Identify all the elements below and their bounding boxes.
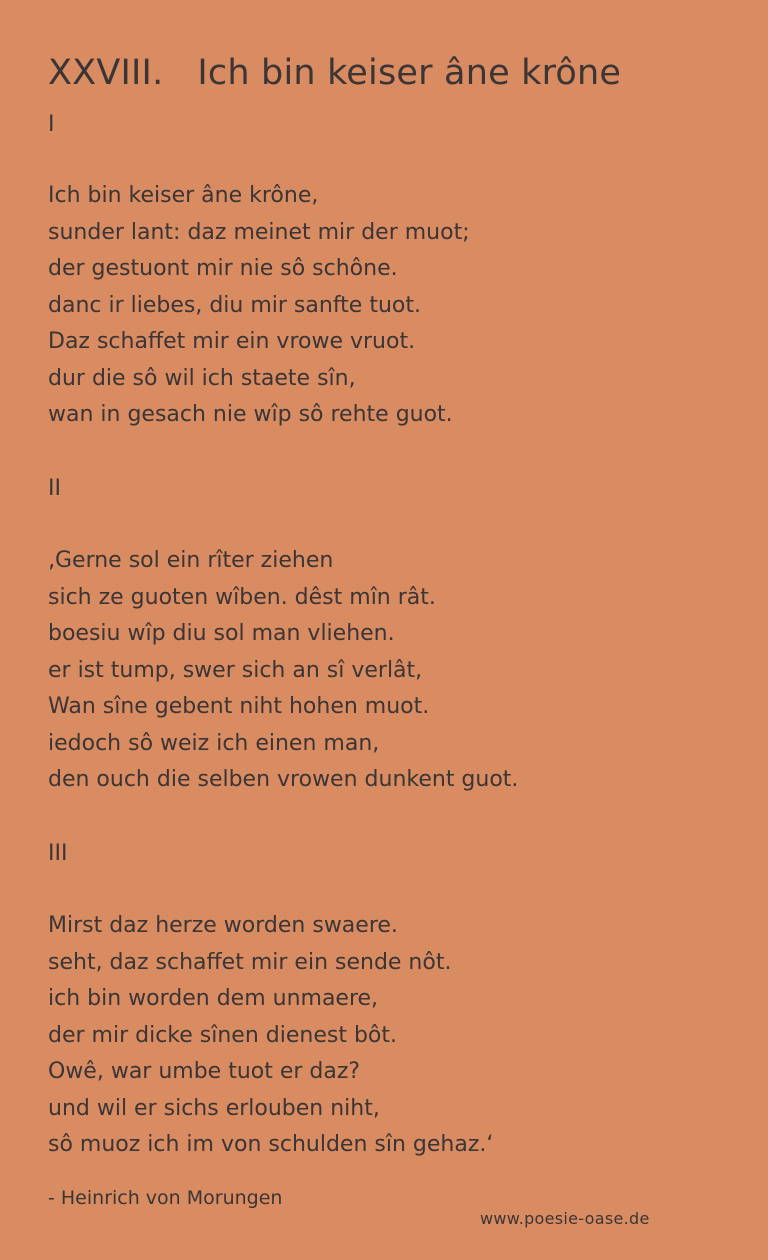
poem-line: Mirst daz herze worden swaere. — [48, 913, 398, 938]
poem-line: danc ir liebes, diu mir sanfte tuot. — [48, 292, 421, 318]
poem-line: boesiu wîp diu sol man vliehen. — [48, 621, 395, 646]
stanza-numeral-1: I — [48, 112, 55, 137]
poem-line: der gestuont mir nie sô schône. — [48, 256, 398, 281]
poem-line: ich bin worden dem unmaere, — [48, 986, 379, 1011]
poem-line: ‚Gerne sol ein rîter ziehen — [48, 548, 334, 573]
stanza-1 — [48, 178, 470, 434]
stanza-2 — [48, 543, 518, 799]
website-watermark: www.poesie-oase.de — [480, 1209, 650, 1228]
poem-line: den ouch die selben vrowen dunkent guot. — [48, 767, 519, 792]
poem-author: - Heinrich von Morungen — [48, 1187, 283, 1209]
poem-line: Ich bin keiser âne krône, — [48, 183, 319, 208]
poem-line: Wan sîne gebent niht hohen muot. — [48, 694, 430, 719]
poem-title: XXVIII. Ich bin keiser âne krône — [48, 53, 622, 93]
poem-line: er ist tump, swer sich an sî verlât, — [48, 657, 423, 683]
stanza-3 — [48, 908, 493, 1164]
poem-line: und wil er sichs erlouben niht, — [48, 1095, 380, 1121]
poem-line: wan in gesach nie wîp sô rehte guot. — [48, 402, 453, 427]
poem-line: Owê, war umbe tuot er daz? — [48, 1059, 361, 1084]
poem-line: sich ze guoten wîben. dêst mîn rât. — [48, 584, 436, 610]
poem-line: sunder lant: daz meinet mir der muot; — [48, 219, 470, 245]
poem-line: der mir dicke sînen dienest bôt. — [48, 1022, 397, 1048]
poem-line: dur die sô wil ich staete sîn, — [48, 365, 356, 391]
stanza-numeral-2: II — [48, 476, 61, 501]
poem-line: Daz schaffet mir ein vrowe vruot. — [48, 329, 416, 354]
poem-line: iedoch sô weiz ich einen man, — [48, 730, 380, 756]
poem-page — [48, 0, 728, 1260]
poem-line: sô muoz ich im von schulden sîn gehaz.‘ — [48, 1132, 494, 1157]
stanza-numeral-3: III — [48, 841, 68, 866]
poem-line: seht, daz schaffet mir ein sende nôt. — [48, 949, 452, 975]
